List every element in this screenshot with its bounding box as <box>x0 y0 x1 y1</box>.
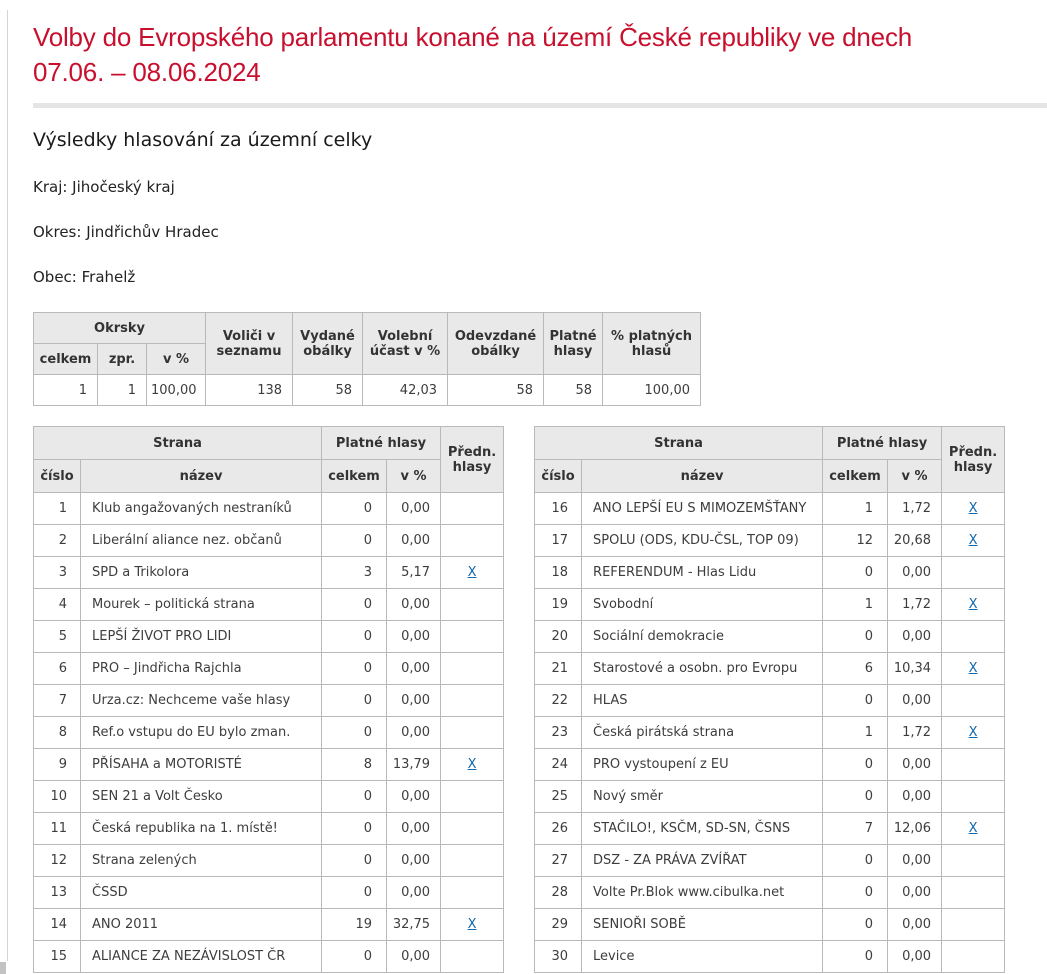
party-pref-cell <box>441 941 504 973</box>
party-pref-cell <box>441 845 504 877</box>
okrsky-vpct-value: 100,00 <box>147 375 206 406</box>
party-row <box>34 621 504 653</box>
party-pct-cell: 0,00 <box>387 813 441 845</box>
preferential-votes-link[interactable]: X <box>968 725 978 740</box>
party-name-cell: Sociální demokracie <box>582 621 823 653</box>
party-votes-cell: 0 <box>322 525 387 557</box>
party-number-cell: 30 <box>535 941 582 973</box>
party-row <box>34 813 504 845</box>
party-name-cell: ČSSD <box>81 877 322 909</box>
predn-hlasy-header: Předn. hlasy <box>942 427 1005 493</box>
party-row <box>535 909 1005 941</box>
party-row <box>34 589 504 621</box>
party-number-cell: 3 <box>34 557 81 589</box>
party-number-cell: 19 <box>535 589 582 621</box>
party-row <box>535 493 1005 525</box>
party-name-cell: ANO LEPŠÍ EU S MIMOZEMŠŤANY <box>582 493 823 525</box>
district-line: Okres: Jindřichův Hradec <box>33 223 219 241</box>
party-number-cell: 6 <box>34 653 81 685</box>
party-results-section <box>33 426 1047 973</box>
nazev-header: název <box>81 460 322 493</box>
party-votes-cell: 0 <box>823 557 888 589</box>
party-pct-cell: 12,06 <box>888 813 942 845</box>
turnout-summary-row <box>34 375 701 406</box>
party-number-cell: 18 <box>535 557 582 589</box>
party-pct-cell: 0,00 <box>387 493 441 525</box>
party-name-cell: Volte Pr.Blok www.cibulka.net <box>582 877 823 909</box>
party-pct-cell: 0,00 <box>387 589 441 621</box>
party-pct-cell: 1,72 <box>888 589 942 621</box>
celkem-header: celkem <box>823 460 888 493</box>
party-number-cell: 4 <box>34 589 81 621</box>
celkem-header: celkem <box>322 460 387 493</box>
platne-hlasy-value: 58 <box>544 375 603 406</box>
party-number-cell: 26 <box>535 813 582 845</box>
results-heading: Výsledky hlasování za územní celky <box>33 129 373 151</box>
party-row <box>535 621 1005 653</box>
party-row <box>34 941 504 973</box>
volebni-ucast-value: 42,03 <box>363 375 448 406</box>
main-content <box>33 0 1047 973</box>
party-pct-cell: 0,00 <box>387 685 441 717</box>
party-votes-cell: 0 <box>322 877 387 909</box>
party-pct-cell: 0,00 <box>387 621 441 653</box>
party-votes-cell: 0 <box>322 653 387 685</box>
vydane-obalky-value: 58 <box>293 375 363 406</box>
party-votes-cell: 6 <box>823 653 888 685</box>
party-number-cell: 2 <box>34 525 81 557</box>
nazev-header: název <box>582 460 823 493</box>
preferential-votes-link[interactable]: X <box>968 501 978 516</box>
party-number-cell: 15 <box>34 941 81 973</box>
strana-group-header: Strana <box>535 427 823 460</box>
platne-hlasy-header: Platné hlasy <box>544 313 603 375</box>
party-pct-cell: 0,00 <box>888 941 942 973</box>
party-row <box>535 653 1005 685</box>
party-number-cell: 21 <box>535 653 582 685</box>
okrsky-zpr-header: zpr. <box>98 344 147 375</box>
page-title-line2: 07.06. – 08.06.2024 <box>33 57 261 87</box>
party-number-cell: 22 <box>535 685 582 717</box>
preferential-votes-link[interactable]: X <box>968 661 978 676</box>
party-pct-cell: 0,00 <box>888 781 942 813</box>
party-number-cell: 23 <box>535 717 582 749</box>
party-pref-cell <box>942 589 1005 621</box>
party-pct-cell: 0,00 <box>387 781 441 813</box>
party-pref-cell <box>942 813 1005 845</box>
party-number-cell: 10 <box>34 781 81 813</box>
party-votes-cell: 0 <box>322 685 387 717</box>
party-pref-cell <box>441 589 504 621</box>
party-name-cell: Svobodní <box>582 589 823 621</box>
pct-platnych-header: % platných hlasů <box>603 313 701 375</box>
party-pref-cell <box>942 717 1005 749</box>
volici-value: 138 <box>206 375 293 406</box>
party-name-cell: Strana zelených <box>81 845 322 877</box>
party-votes-cell: 3 <box>322 557 387 589</box>
party-row <box>535 813 1005 845</box>
party-number-cell: 16 <box>535 493 582 525</box>
party-pct-cell: 0,00 <box>387 941 441 973</box>
party-number-cell: 14 <box>34 909 81 941</box>
party-name-cell: DSZ - ZA PRÁVA ZVÍŘAT <box>582 845 823 877</box>
party-number-cell: 24 <box>535 749 582 781</box>
turnout-summary-table <box>33 312 701 406</box>
party-pref-cell <box>942 525 1005 557</box>
party-pct-cell: 0,00 <box>387 717 441 749</box>
okrsky-group-header: Okrsky <box>34 313 206 344</box>
party-votes-cell: 0 <box>322 941 387 973</box>
preferential-votes-link[interactable]: X <box>467 917 477 932</box>
party-name-cell: Ref.o vstupu do EU bylo zman. <box>81 717 322 749</box>
party-pref-cell <box>942 909 1005 941</box>
party-row <box>34 493 504 525</box>
party-votes-cell: 1 <box>823 717 888 749</box>
party-pref-cell <box>942 941 1005 973</box>
party-number-cell: 13 <box>34 877 81 909</box>
party-pct-cell: 10,34 <box>888 653 942 685</box>
party-name-cell: Liberální aliance nez. občanů <box>81 525 322 557</box>
party-pct-cell: 0,00 <box>387 525 441 557</box>
party-number-cell: 5 <box>34 621 81 653</box>
party-number-cell: 11 <box>34 813 81 845</box>
party-row <box>34 685 504 717</box>
preferential-votes-link[interactable]: X <box>467 565 477 580</box>
page-frame-corner <box>0 962 6 974</box>
party-number-cell: 28 <box>535 877 582 909</box>
party-number-cell: 12 <box>34 845 81 877</box>
party-pct-cell: 0,00 <box>387 653 441 685</box>
party-pref-cell <box>441 749 504 781</box>
odevzdane-obalky-value: 58 <box>448 375 544 406</box>
party-pct-cell: 0,00 <box>888 909 942 941</box>
party-name-cell: SENIOŘI SOBĚ <box>582 909 823 941</box>
party-votes-cell: 0 <box>322 589 387 621</box>
party-name-cell: PRO – Jindřicha Rajchla <box>81 653 322 685</box>
party-votes-cell: 0 <box>823 781 888 813</box>
okrsky-celkem-value: 1 <box>34 375 98 406</box>
party-name-cell: Česká pirátská strana <box>582 717 823 749</box>
party-pref-cell <box>942 621 1005 653</box>
party-pref-cell <box>441 685 504 717</box>
party-votes-cell: 0 <box>823 877 888 909</box>
party-number-cell: 1 <box>34 493 81 525</box>
party-row <box>34 717 504 749</box>
volebni-ucast-header: Volební účast v % <box>363 313 448 375</box>
party-pref-cell <box>441 717 504 749</box>
vydane-obalky-header: Vydané obálky <box>293 313 363 375</box>
party-name-cell: Mourek – politická strana <box>81 589 322 621</box>
party-votes-cell: 1 <box>823 589 888 621</box>
vpct-header: v % <box>387 460 441 493</box>
party-name-cell: SPOLU (ODS, KDU-ČSL, TOP 09) <box>582 525 823 557</box>
party-votes-cell: 0 <box>823 909 888 941</box>
preferential-votes-link[interactable]: X <box>968 821 978 836</box>
party-votes-cell: 12 <box>823 525 888 557</box>
party-name-cell: Česká republika na 1. místě! <box>81 813 322 845</box>
party-row <box>535 685 1005 717</box>
party-row <box>535 845 1005 877</box>
party-table-right <box>534 426 1005 973</box>
party-pref-cell <box>942 557 1005 589</box>
party-votes-cell: 0 <box>823 685 888 717</box>
party-number-cell: 25 <box>535 781 582 813</box>
preferential-votes-link[interactable]: X <box>968 533 978 548</box>
party-pct-cell: 0,00 <box>387 845 441 877</box>
region-line: Kraj: Jihočeský kraj <box>33 178 175 196</box>
party-number-cell: 7 <box>34 685 81 717</box>
platne-hlasy-group-header: Platné hlasy <box>322 427 441 460</box>
page-frame-left-border <box>7 10 8 961</box>
party-pref-cell <box>441 525 504 557</box>
party-pref-cell <box>441 781 504 813</box>
party-row <box>34 749 504 781</box>
party-votes-cell: 0 <box>322 845 387 877</box>
party-name-cell: Starostové a osobn. pro Evropu <box>582 653 823 685</box>
party-name-cell: Klub angažovaných nestraníků <box>81 493 322 525</box>
party-pref-cell <box>942 749 1005 781</box>
party-pref-cell <box>942 653 1005 685</box>
party-table-left <box>33 426 504 973</box>
platne-hlasy-group-header: Platné hlasy <box>823 427 942 460</box>
party-number-cell: 20 <box>535 621 582 653</box>
party-votes-cell: 19 <box>322 909 387 941</box>
preferential-votes-link[interactable]: X <box>968 597 978 612</box>
party-votes-cell: 8 <box>322 749 387 781</box>
party-name-cell: SPD a Trikolora <box>81 557 322 589</box>
party-name-cell: STAČILO!, KSČM, SD-SN, ČSNS <box>582 813 823 845</box>
party-row <box>535 781 1005 813</box>
cislo-header: číslo <box>535 460 582 493</box>
party-row <box>34 877 504 909</box>
party-pref-cell <box>441 877 504 909</box>
party-pct-cell: 0,00 <box>888 557 942 589</box>
party-pref-cell <box>942 877 1005 909</box>
party-votes-cell: 0 <box>322 493 387 525</box>
party-name-cell: LEPŠÍ ŽIVOT PRO LIDI <box>81 621 322 653</box>
party-name-cell: ALIANCE ZA NEZÁVISLOST ČR <box>81 941 322 973</box>
party-pct-cell: 0,00 <box>888 685 942 717</box>
party-pct-cell: 0,00 <box>387 877 441 909</box>
party-pref-cell <box>441 493 504 525</box>
party-row <box>535 557 1005 589</box>
party-name-cell: HLAS <box>582 685 823 717</box>
party-row <box>535 717 1005 749</box>
party-pref-cell <box>441 653 504 685</box>
party-pct-cell: 0,00 <box>888 749 942 781</box>
okrsky-vpct-header: v % <box>147 344 206 375</box>
cislo-header: číslo <box>34 460 81 493</box>
party-pct-cell: 1,72 <box>888 493 942 525</box>
party-pct-cell: 13,79 <box>387 749 441 781</box>
party-votes-cell: 0 <box>322 813 387 845</box>
predn-hlasy-header: Předn. hlasy <box>441 427 504 493</box>
party-pct-cell: 0,00 <box>888 845 942 877</box>
party-row <box>535 525 1005 557</box>
party-pref-cell <box>942 685 1005 717</box>
strana-group-header: Strana <box>34 427 322 460</box>
party-row <box>535 749 1005 781</box>
party-pref-cell <box>441 909 504 941</box>
odevzdane-obalky-header: Odevzdané obálky <box>448 313 544 375</box>
page-title <box>33 20 1047 90</box>
party-number-cell: 8 <box>34 717 81 749</box>
party-name-cell: ANO 2011 <box>81 909 322 941</box>
party-pref-cell <box>942 845 1005 877</box>
party-pref-cell <box>441 621 504 653</box>
party-pref-cell <box>942 781 1005 813</box>
party-pct-cell: 20,68 <box>888 525 942 557</box>
party-row <box>535 877 1005 909</box>
party-name-cell: REFERENDUM - Hlas Lidu <box>582 557 823 589</box>
party-pref-cell <box>942 493 1005 525</box>
party-pct-cell: 5,17 <box>387 557 441 589</box>
page-title-line1: Volby do Evropského parlamentu konané na území České republiky ve dnech <box>33 22 913 52</box>
party-name-cell: PŘÍSAHA a MOTORISTÉ <box>81 749 322 781</box>
party-votes-cell: 7 <box>823 813 888 845</box>
party-row <box>34 557 504 589</box>
party-row <box>34 525 504 557</box>
vpct-header: v % <box>888 460 942 493</box>
party-number-cell: 29 <box>535 909 582 941</box>
party-pct-cell: 1,72 <box>888 717 942 749</box>
party-votes-cell: 0 <box>322 717 387 749</box>
party-pref-cell <box>441 557 504 589</box>
volici-header: Voliči v seznamu <box>206 313 293 375</box>
party-name-cell: SEN 21 a Volt Česko <box>81 781 322 813</box>
party-row <box>34 653 504 685</box>
party-name-cell: Nový směr <box>582 781 823 813</box>
party-row <box>535 941 1005 973</box>
preferential-votes-link[interactable]: X <box>467 757 477 772</box>
divider <box>33 103 1047 108</box>
okrsky-zpr-value: 1 <box>98 375 147 406</box>
party-votes-cell: 0 <box>823 749 888 781</box>
party-row <box>34 909 504 941</box>
party-name-cell: Urza.cz: Nechceme vaše hlasy <box>81 685 322 717</box>
party-number-cell: 17 <box>535 525 582 557</box>
okrsky-celkem-header: celkem <box>34 344 98 375</box>
party-pct-cell: 0,00 <box>888 877 942 909</box>
party-number-cell: 9 <box>34 749 81 781</box>
party-pct-cell: 32,75 <box>387 909 441 941</box>
municipality-line: Obec: Frahelž <box>33 268 136 286</box>
party-votes-cell: 0 <box>823 845 888 877</box>
party-row <box>34 845 504 877</box>
party-name-cell: Levice <box>582 941 823 973</box>
party-votes-cell: 0 <box>322 621 387 653</box>
party-row <box>34 781 504 813</box>
party-votes-cell: 0 <box>823 941 888 973</box>
party-number-cell: 27 <box>535 845 582 877</box>
party-votes-cell: 1 <box>823 493 888 525</box>
party-votes-cell: 0 <box>322 781 387 813</box>
party-name-cell: PRO vystoupení z EU <box>582 749 823 781</box>
party-pct-cell: 0,00 <box>888 621 942 653</box>
party-pref-cell <box>441 813 504 845</box>
party-votes-cell: 0 <box>823 621 888 653</box>
pct-platnych-value: 100,00 <box>603 375 701 406</box>
party-row <box>535 589 1005 621</box>
